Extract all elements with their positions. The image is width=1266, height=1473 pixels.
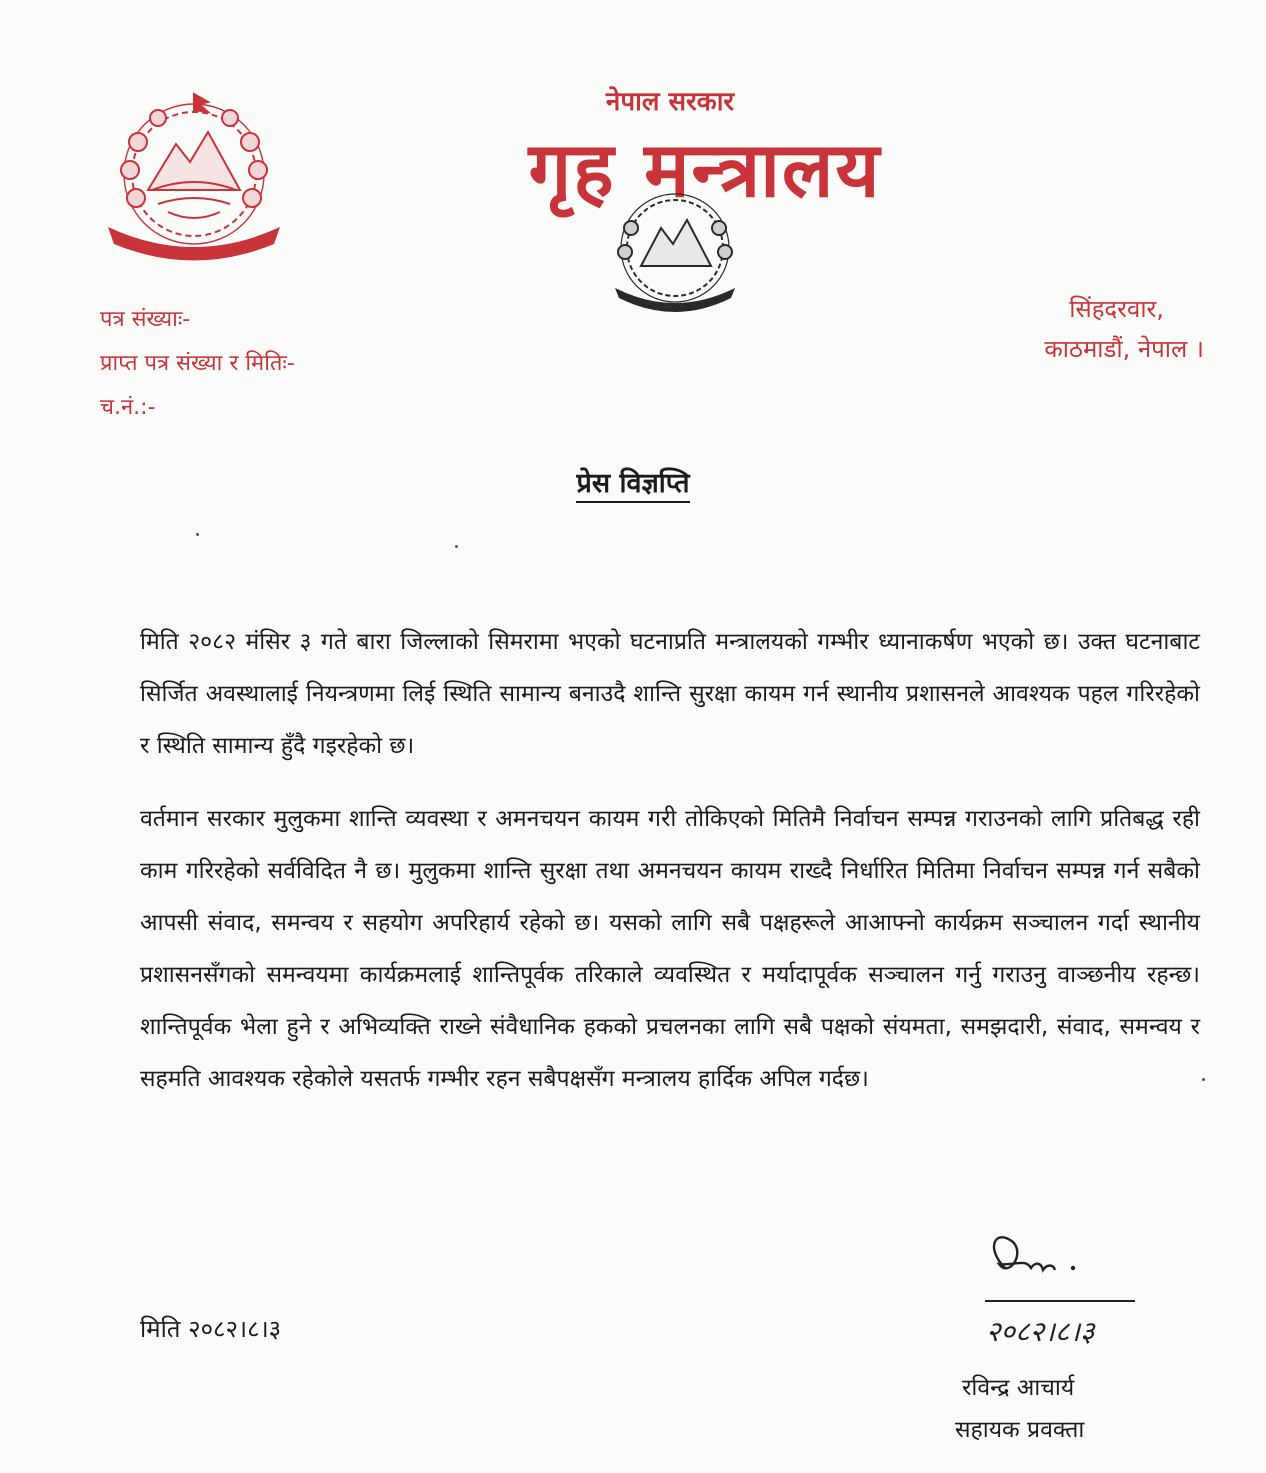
received-letter-label: प्राप्त पत्र संख्या र मितिः- xyxy=(100,351,295,376)
document-title-text: प्रेस विज्ञप्ति xyxy=(576,468,689,503)
ministry-heading: गृह मन्त्रालय xyxy=(528,125,882,214)
document-title xyxy=(0,463,1266,500)
signer-title: सहायक प्रवक्ता xyxy=(955,1417,1085,1443)
scan-speck xyxy=(455,545,458,548)
address-line-2: काठमाडौं, नेपाल । xyxy=(1044,335,1204,363)
ministry-seal-icon xyxy=(595,188,795,388)
scan-speck xyxy=(1202,1078,1205,1081)
letter-number-label: पत्र संख्याः- xyxy=(100,307,191,332)
address-line-1: सिंहदरवार, xyxy=(1069,295,1164,323)
government-heading: नेपाल सरकार xyxy=(605,87,735,117)
body-paragraph-1: मिति २०८२ मंसिर ३ गते बारा जिल्लाको सिमरामा भएको घटनाप्रति मन्त्रालयको गम्भीर ध्यानाकर्षण भएको छ। उक्त घटनाबाट सिर्जित अवस्थालाई नियन्त्रणमा लिई स्थिति सामान्य बनाउदै शान्ति सुरक्षा कायम गर्न स्थानीय प्रशासनले आवश्यक पहल गरिरहेको र स्थिति सामान्य हुँदै गइरहेको छ। xyxy=(140,629,1200,759)
nepal-coat-of-arms-icon xyxy=(98,92,290,267)
body-paragraph-2: वर्तमान सरकार मुलुकमा शान्ति व्यवस्था र अमनचयन कायम गरी तोकिएको मितिमै निर्वाचन सम्पन्न गराउनको लागि प्रतिबद्ध रही काम गरिरहेको सर्वविदित नै छ। मुलुकमा शान्ति सुरक्षा तथा अमनचयन कायम राख्दै निर्धारित मितिमा निर्वाचन सम्पन्न गर्न सबैको आपसी संवाद, समन्वय र सहयोग अपरिहार्य रहेको छ। यसको लागि सबै पक्षहरूले आआफ्नो कार्यक्रम सञ्चालन गर्दा स्थानीय प्रशासनसँगको समन्वयमा कार्यक्रमलाई शान्तिपूर्वक तरिकाले व्यवस्थित र मर्यादापूर्वक सञ्चालन गर्नु गराउनु वाञ्छनीय रहन्छ। शान्तिपूर्वक भेला हुने र अभिव्यक्ति राख्ने संवैधानिक हकको प्रचलनका लागि सबै पक्षको संयमता, समझदारी, संवाद, समन्वय र सहमति आवश्यक रहेकोले यसतर्फ गम्भीर रहन सबैपक्षसँग मन्त्रालय हार्दिक अपिल गर्दछ। xyxy=(140,806,1200,1092)
signature-rule xyxy=(985,1300,1135,1302)
scan-speck xyxy=(196,533,199,536)
handwritten-signature-icon xyxy=(975,1228,1085,1298)
dispatch-number-label: च.नं.:- xyxy=(100,395,156,420)
signer-name: रविन्द्र आचार्य xyxy=(962,1375,1075,1401)
issue-date: मिति २०८२।८।३ xyxy=(140,1315,282,1343)
signature-date: २०८२।८।३ xyxy=(986,1315,1095,1348)
